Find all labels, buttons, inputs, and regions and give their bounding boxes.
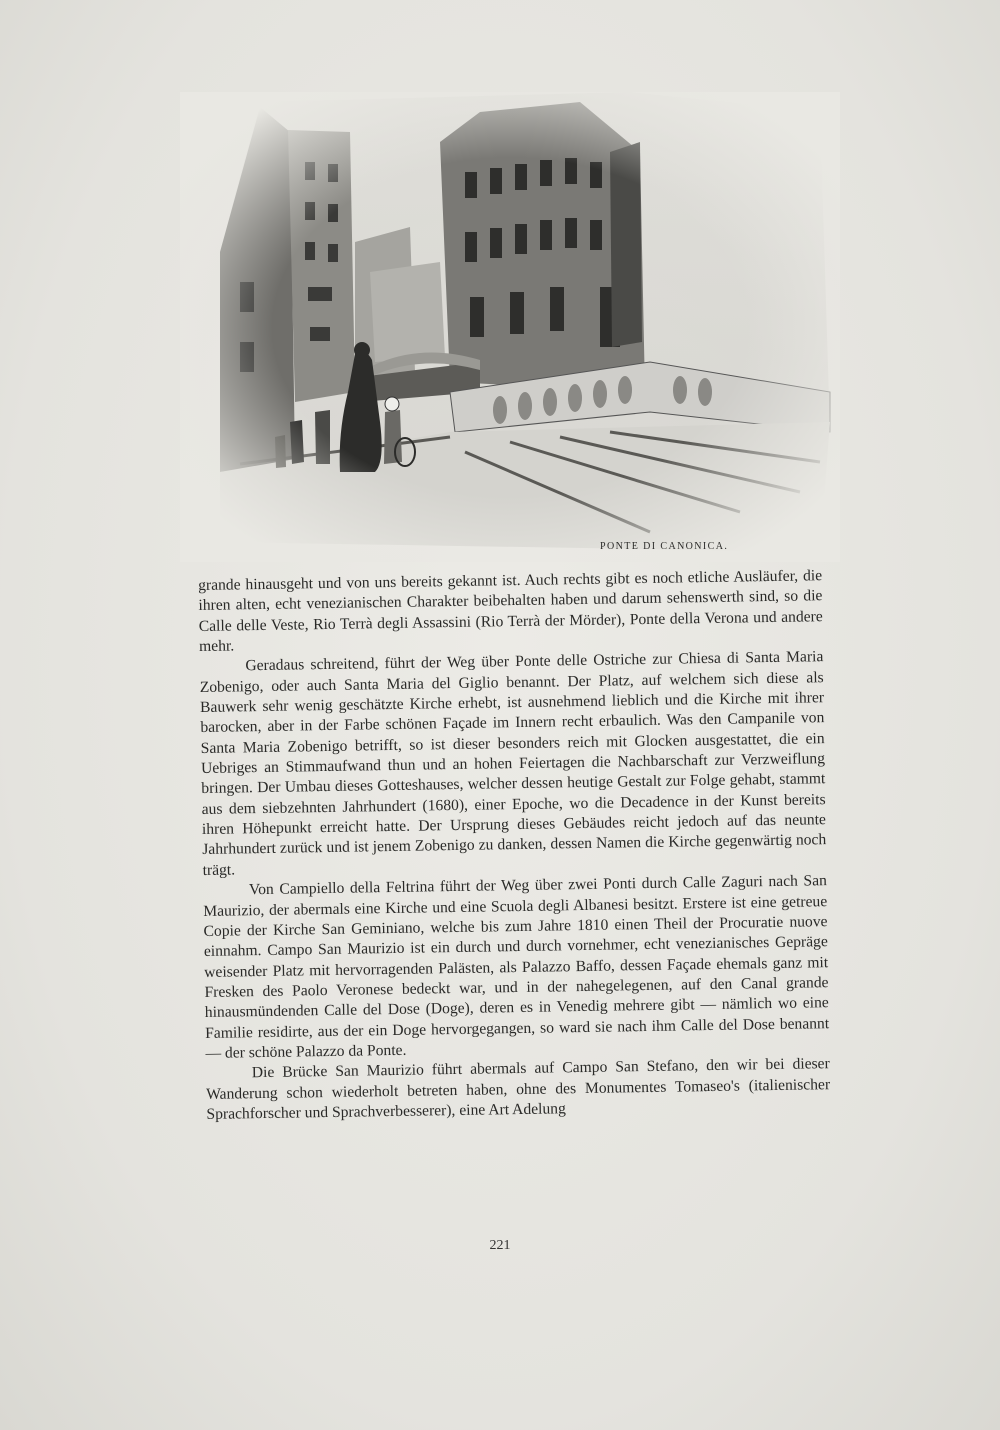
- illustration-caption: PONTE DI CANONICA.: [600, 541, 729, 552]
- body-text: [198, 566, 831, 1125]
- paragraph: Die Brücke San Maurizio führt abermals auf Campo San Stefano, den wir bei dieser Wanderung schon wiederholt betreten haben, ohne des Monumentes Tomaseo's (italienischer Sprachforscher und Sprachverbesserer), eine Art Adelung: [206, 1055, 831, 1123]
- paragraph: Geradaus schreitend, führt der Weg über Ponte delle Ostriche zur Chiesa di Santa Maria Zobenigo, oder auch Santa Maria del Giglio benannt. Der Platz, auf welchem sich diese als Bauwerk sehr wenig geschätzte Kirche erhebt, ist ausnehmend lieblich und die Kirche mit ihrer barocken, aber in der Farbe schönen Façade im Innern recht erbaulich. Was den Campanile von Santa Maria Zobenigo betrifft, so ist dieser besonders reich mit Glocken ausgestattet, die ein Uebriges an Stimmaufwand thun und an hohen Feiertagen die Nachbarschaft zur Verzweiflung bringen. Der Umbau dieses Gotteshauses, welcher dessen heutige Gestalt zur Folge gehabt, stammt aus dem siebzehnten Jahrhundert (1680), einer Epoche, wo die Decadence in der Kunst bereits ihren Höhepunkt erreicht hatte. Der Ursprung dieses Gebäudes reicht jedoch auf das neunte Jahrhundert zurück und ist jenem Zobenigo zu danken, dessen Namen die Kirche gegenwärtig noch trägt.: [199, 648, 827, 879]
- page-number: 221: [489, 1238, 511, 1253]
- engraving-ponte-di-canonica: [180, 92, 840, 562]
- paragraph: grande hinausgeht und von uns bereits gekannt ist. Auch rechts gibt es noch etliche Ausläufer, die ihren alten, echt venezianischen Charakter beibehalten haben und darum sehenswerth sind, so die Calle delle Veste, Rio Terrà degli Assassini (Rio Terrà der Mörder), Ponte della Verona und andere mehr.: [198, 567, 823, 656]
- engraving-drawing: [180, 92, 840, 562]
- paragraph: Von Campiello della Feltrina führt der Weg über zwei Ponti durch Calle Zaguri nach San Maurizio, der abermals eine Kirche und eine Scuola degli Albanesi besitzt. Erstere ist eine getreue Copie der Kirche San Geminiano, welche bis zum Jahre 1810 einen Theil der Procuratie nuove einnahm. Campo San Maurizio ist ein durch und durch vornehmer, echt venezianisches Gepräge weisender Platz mit hervorragenden Palästen, als Palazzo Baffo, dessen Façade ehemals ganz mit Fresken des Paolo Veronese bedeckt war, und in der nahegelegenen, auf den Canal grande hinausmündenden Calle del Dose (Doge), deren es in Venedig mehrere gibt — nämlich wo eine Familie residirte, aus der ein Doge hervorgegangen, so ward sie nach ihm Calle del Dose benannt — der schöne Palazzo da Ponte.: [203, 872, 830, 1062]
